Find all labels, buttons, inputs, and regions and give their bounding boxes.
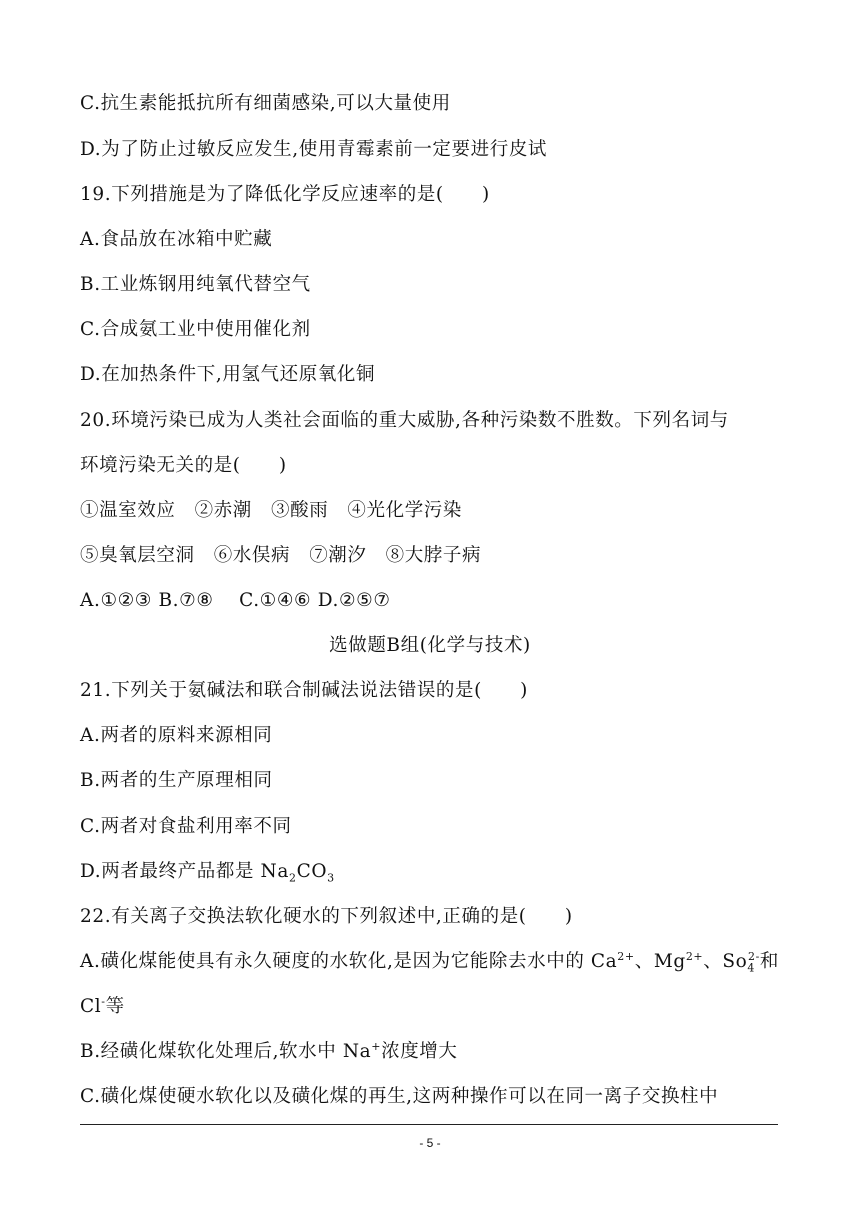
question-19-option-b: B.工业炼钢用纯氧代替空气: [80, 274, 311, 295]
question-21-option-c: C.两者对食盐利用率不同: [80, 816, 292, 837]
question-20-options: A.①②③ B.⑦⑧ C.①④⑥ D.②⑤⑦: [80, 590, 391, 611]
question-21: 21.下列关于氨碱法和联合制碱法说法错误的是( ): [80, 680, 528, 701]
question-19-option-d: D.在加热条件下,用氢气还原氧化铜: [80, 364, 376, 385]
question-20-items-1: ①温室效应 ②赤潮 ③酸雨 ④光化学污染: [80, 500, 463, 521]
question-19-option-c: C.合成氨工业中使用催化剂: [80, 319, 311, 340]
question-20-line-1: 20.环境污染已成为人类社会面临的重大威胁,各种污染数不胜数。下列名词与: [80, 410, 729, 431]
question-21-option-b: B.两者的生产原理相同: [80, 770, 273, 791]
option-c-line: C.抗生素能抵抗所有细菌感染,可以大量使用: [80, 93, 451, 114]
question-22-option-c: C.磺化煤使硬水软化以及磺化煤的再生,这两种操作可以在同一离子交换柱中: [80, 1086, 719, 1107]
question-22-option-a-line-2: Cl-等: [80, 994, 125, 1017]
section-heading: 选做题B组(化学与技术): [329, 635, 531, 656]
question-21-option-a: A.两者的原料来源相同: [80, 725, 273, 746]
option-d-line: D.为了防止过敏反应发生,使用青霉素前一定要进行皮试: [80, 139, 548, 160]
question-22-option-a-line-1: A.磺化煤能使具有永久硬度的水软化,是因为它能除去水中的 $Ca^{2+}$、$Mg^{2+}$、$So_4^{2-}$和: [80, 949, 779, 975]
page-number: - 5 -: [419, 1136, 441, 1150]
question-22: 22.有关离子交换法软化硬水的下列叙述中,正确的是( ): [80, 906, 573, 927]
question-20-items-2: ⑤臭氧层空洞 ⑥水俣病 ⑦潮汐 ⑧大脖子病: [80, 545, 482, 566]
footer-divider: [80, 1124, 778, 1125]
question-19: 19.下列措施是为了降低化学反应速率的是( ): [80, 184, 490, 205]
question-22-option-b: B.经磺化煤软化处理后,软水中 Na+浓度增大: [80, 1039, 458, 1062]
question-20-line-2: 环境污染无关的是( ): [80, 455, 287, 476]
question-19-option-a: A.食品放在冰箱中贮藏: [80, 229, 273, 250]
question-21-option-d: D.两者最终产品都是 $Na_2CO_3$: [80, 861, 335, 885]
